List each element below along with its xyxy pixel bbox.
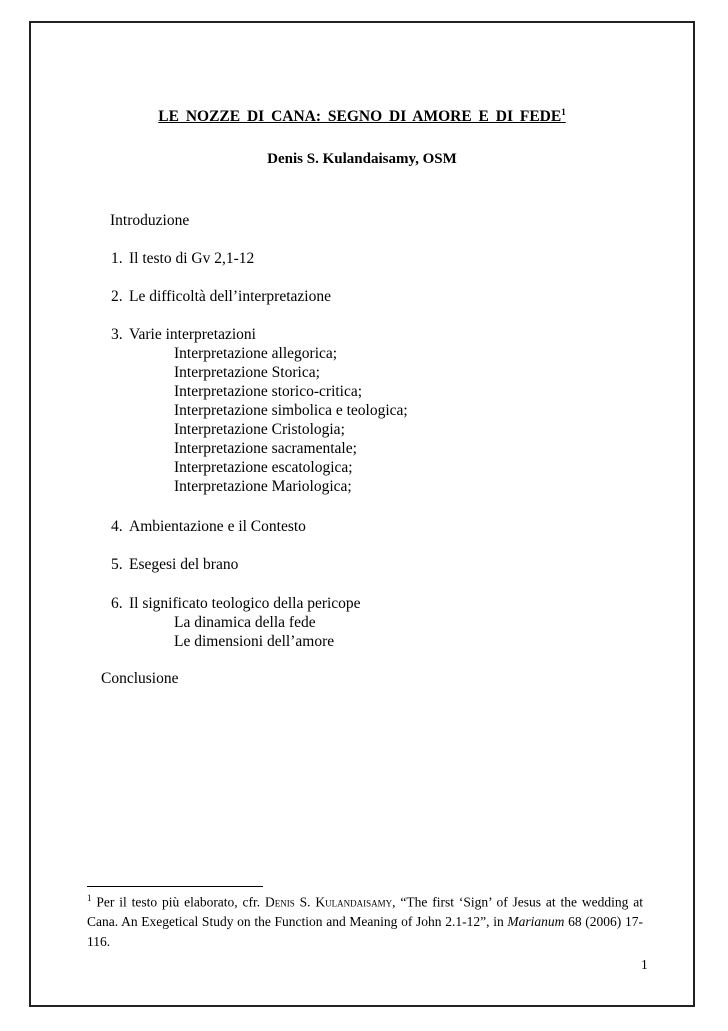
document-title: [31, 107, 693, 126]
page-number: 1: [641, 957, 648, 972]
title-footnote-ref: 1: [561, 107, 566, 117]
toc-subitem: Interpretazione sacramentale;: [174, 440, 357, 457]
toc-subitem: Interpretazione simbolica e teologica;: [174, 402, 408, 419]
title-text: LE NOZZE DI CANA: SEGNO DI AMORE E DI FEDE: [158, 108, 562, 126]
toc-item-5: [111, 555, 238, 574]
toc-item-number: 1.: [111, 250, 123, 267]
toc-subitem: Interpretazione storico-critica;: [174, 383, 363, 400]
toc-item-label: Varie interpretazioni: [129, 326, 256, 343]
footnote-marker: 1: [87, 893, 92, 903]
toc-introduction: Introduzione: [110, 212, 190, 229]
toc-item-number: 2.: [111, 288, 123, 305]
toc-subitem: La dinamica della fede: [174, 614, 316, 631]
footnote-author: Denis S. Kulandaisamy: [265, 894, 393, 910]
toc-subitem: Interpretazione Cristologia;: [174, 421, 345, 438]
toc-item-number: 6.: [111, 595, 123, 612]
toc-item-number: 5.: [111, 556, 123, 573]
toc-item-4: [111, 517, 306, 536]
footnote-separator: [87, 886, 263, 887]
toc-item-6: [111, 594, 361, 613]
document-page: [29, 21, 695, 1007]
toc-item-label: Il significato teologico della pericope: [129, 595, 361, 612]
toc-item-number: 4.: [111, 518, 123, 535]
footnote-citation: , “The first ‘Sign’ of Jesus at the wedding at Cana. An Exegetical Study on the Function and Meaning of John 2.1-12”, in: [87, 894, 643, 929]
toc-subitem: Le dimensioni dell’amore: [174, 633, 335, 650]
footnote-text: Per il testo più elaborato, cfr.: [96, 894, 261, 910]
toc-conclusion: Conclusione: [101, 670, 179, 687]
toc-item-3: [111, 325, 256, 344]
toc-subitem: Interpretazione escatologica;: [174, 459, 353, 476]
toc-item-label: Ambientazione e il Contesto: [129, 518, 306, 535]
toc-subitem: Interpretazione Mariologica;: [174, 478, 352, 495]
toc-subitem: Interpretazione Storica;: [174, 364, 320, 381]
footnote-volume: 68 (2006) 17-116.: [87, 914, 643, 949]
toc-item-label: Il testo di Gv 2,1-12: [129, 250, 255, 267]
toc-item-2: [111, 287, 331, 306]
toc-item-label: Esegesi del brano: [129, 556, 239, 573]
footnote-journal: Marianum: [507, 914, 565, 929]
toc-item-number: 3.: [111, 326, 123, 343]
toc-subitem: Interpretazione allegorica;: [174, 345, 338, 362]
footnote: [87, 889, 643, 951]
toc-item-1: [111, 249, 254, 268]
author-line: Denis S. Kulandaisamy, OSM: [267, 151, 457, 167]
toc-item-label: Le difficoltà dell’interpretazione: [129, 288, 331, 305]
